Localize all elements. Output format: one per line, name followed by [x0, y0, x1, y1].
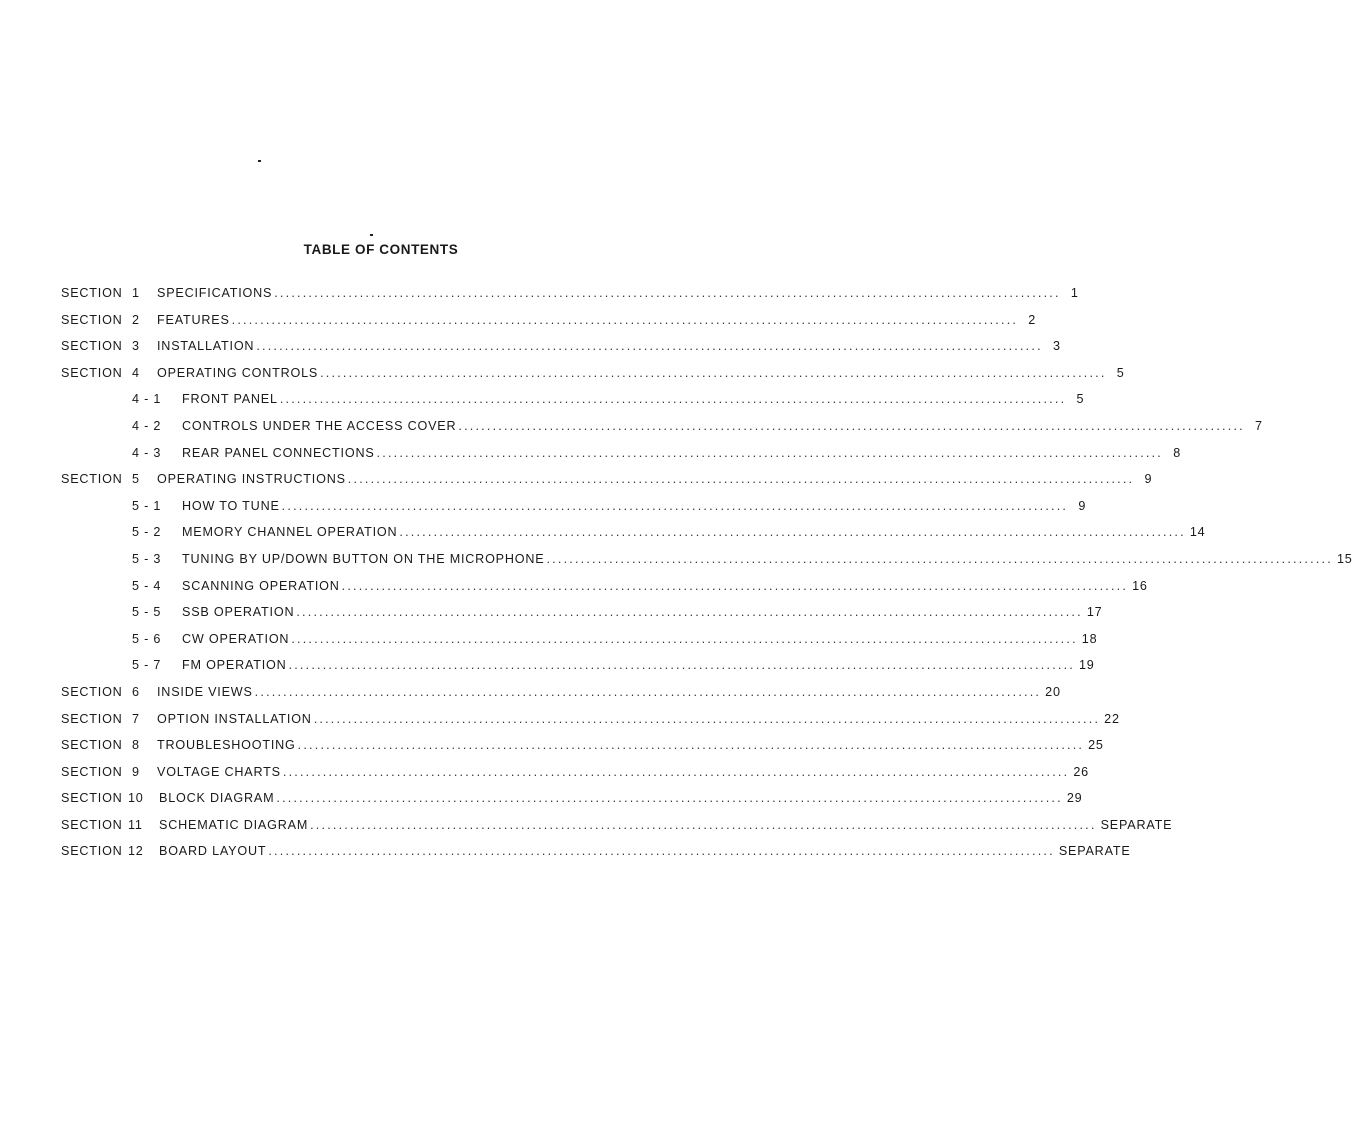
- section-number: 5: [132, 472, 140, 487]
- dot-leader: ..........................................................................................................................................: [274, 286, 1061, 300]
- toc-entry[interactable]: [0, 307, 1037, 334]
- toc-entry[interactable]: [0, 546, 1353, 573]
- dot-leader: ..........................................................................................................................................: [231, 312, 1019, 327]
- dot-leader: ..........................................................................................................................................: [376, 445, 1164, 460]
- subsection-number: 4 - 2: [132, 418, 162, 433]
- entry-label: SCANNING OPERATION: [182, 578, 340, 593]
- entry-label: BOARD LAYOUT: [159, 844, 267, 859]
- dot-leader: ..........................................................................................................................................: [296, 605, 1083, 620]
- entry-label: TROUBLESHOOTING: [157, 738, 296, 753]
- entry-label: FEATURES: [157, 312, 230, 327]
- dot-leader: ..........................................................................................................................................: [320, 365, 1107, 380]
- toc-entry[interactable]: [0, 785, 1083, 812]
- toc-title: TABLE OF CONTENTS: [303, 242, 459, 257]
- section-number: 10: [128, 791, 144, 806]
- toc-entry[interactable]: [0, 280, 1079, 307]
- section-word: SECTION: [61, 339, 123, 354]
- entry-label: HOW TO TUNE: [182, 498, 280, 513]
- page-number: 19: [1079, 658, 1095, 673]
- entry-label: FM OPERATION: [182, 658, 287, 673]
- page-number: 15: [1336, 551, 1353, 566]
- dot-leader: ..........................................................................................................................................: [313, 711, 1101, 726]
- toc-entry[interactable]: [0, 838, 1131, 865]
- section-word: SECTION: [61, 365, 123, 380]
- entry-label: MEMORY CHANNEL OPERATION: [182, 525, 398, 540]
- toc-entry[interactable]: [0, 732, 1104, 759]
- entry-label: TUNING BY UP/DOWN BUTTON ON THE MICROPHONE: [182, 551, 545, 566]
- page-number: 2: [1028, 312, 1037, 327]
- section-number: 2: [132, 312, 140, 327]
- page-number: 16: [1132, 578, 1148, 593]
- subsection-number: 5 - 7: [132, 658, 162, 673]
- page-number: 9: [1078, 498, 1087, 513]
- dot-leader: ..........................................................................................................................................: [399, 525, 1186, 540]
- page-number: 29: [1066, 791, 1083, 806]
- page-number: 1: [1070, 286, 1079, 300]
- section-number: 4: [132, 365, 140, 380]
- entry-label: SPECIFICATIONS: [157, 286, 273, 300]
- toc-entry[interactable]: [0, 626, 1098, 653]
- section-word: SECTION: [61, 711, 123, 726]
- toc-list: [0, 280, 1353, 865]
- entry-label: CONTROLS UNDER THE ACCESS COVER: [182, 418, 457, 433]
- section-number: 7: [132, 711, 140, 726]
- page-number: 22: [1104, 711, 1120, 726]
- section-number: 1: [132, 286, 140, 300]
- dot-leader: ..........................................................................................................................................: [281, 498, 1069, 513]
- page-number: 5: [1116, 365, 1125, 380]
- page-number: 17: [1086, 605, 1103, 620]
- toc-entry[interactable]: [0, 360, 1125, 387]
- section-number: 12: [128, 844, 144, 859]
- entry-label: INSIDE VIEWS: [157, 684, 253, 699]
- dot-leader: ..........................................................................................................................................: [288, 658, 1075, 673]
- toc-entry[interactable]: [0, 386, 1085, 413]
- dot-leader: ..........................................................................................................................................: [268, 844, 1055, 859]
- dot-leader: ..........................................................................................................................................: [458, 418, 1245, 433]
- dot-leader: ..........................................................................................................................................: [282, 764, 1070, 779]
- subsection-number: 5 - 3: [132, 551, 162, 566]
- dot-leader: ..........................................................................................................................................: [254, 684, 1042, 699]
- section-word: SECTION: [61, 738, 123, 753]
- section-word: SECTION: [61, 286, 123, 300]
- page-number: SEPARATE: [1058, 844, 1131, 859]
- entry-label: FRONT PANEL: [182, 392, 278, 407]
- section-word: SECTION: [61, 791, 123, 806]
- page-number: 5: [1076, 392, 1085, 407]
- entry-label: OPTION INSTALLATION: [157, 711, 312, 726]
- entry-label: BLOCK DIAGRAM: [159, 791, 275, 806]
- section-number: 6: [132, 684, 140, 699]
- page-number: 8: [1173, 445, 1182, 460]
- dot-leader: ..........................................................................................................................................: [276, 791, 1063, 806]
- subsection-number: 5 - 5: [132, 605, 162, 620]
- toc-entry[interactable]: [0, 493, 1087, 520]
- page-number: 25: [1088, 738, 1104, 753]
- toc-entry[interactable]: [0, 413, 1263, 440]
- entry-label: SCHEMATIC DIAGRAM: [159, 817, 309, 832]
- toc-entry[interactable]: [0, 333, 1061, 360]
- section-number: 9: [132, 764, 140, 779]
- section-word: SECTION: [61, 472, 123, 487]
- scan-mark: [370, 234, 373, 236]
- dot-leader: ..........................................................................................................................................: [546, 551, 1333, 566]
- dot-leader: ..........................................................................................................................................: [291, 631, 1078, 646]
- section-number: 3: [132, 339, 140, 354]
- section-word: SECTION: [61, 684, 123, 699]
- section-word: SECTION: [61, 312, 123, 327]
- toc-entry[interactable]: [0, 440, 1182, 467]
- page-number: 26: [1073, 764, 1089, 779]
- section-word: SECTION: [61, 764, 123, 779]
- section-number: 11: [128, 817, 143, 832]
- page-number: 7: [1255, 418, 1263, 433]
- page-number: 9: [1144, 472, 1153, 487]
- page-number: 3: [1052, 339, 1061, 354]
- entry-label: VOLTAGE CHARTS: [157, 764, 281, 779]
- dot-leader: ..........................................................................................................................................: [279, 392, 1067, 407]
- entry-label: REAR PANEL CONNECTIONS: [182, 445, 375, 460]
- toc-entry[interactable]: [0, 599, 1103, 626]
- page-number: 20: [1045, 684, 1061, 699]
- toc-entry[interactable]: [0, 519, 1206, 546]
- section-word: SECTION: [61, 817, 123, 832]
- toc-entry[interactable]: [0, 812, 1173, 839]
- entry-label: OPERATING CONTROLS: [157, 365, 319, 380]
- subsection-number: 5 - 6: [132, 631, 162, 646]
- subsection-number: 4 - 3: [132, 445, 162, 460]
- toc-entry[interactable]: [0, 706, 1120, 733]
- toc-entry[interactable]: [0, 466, 1153, 493]
- page-number: 14: [1189, 525, 1206, 540]
- toc-entry[interactable]: [0, 652, 1095, 679]
- entry-label: INSTALLATION: [157, 339, 255, 354]
- toc-entry[interactable]: [0, 759, 1089, 786]
- page-number: SEPARATE: [1100, 817, 1173, 832]
- section-word: SECTION: [61, 844, 123, 859]
- toc-entry[interactable]: [0, 573, 1148, 600]
- subsection-number: 4 - 1: [132, 392, 162, 407]
- section-number: 8: [132, 738, 140, 753]
- dot-leader: ..........................................................................................................................................: [341, 578, 1129, 593]
- subsection-number: 5 - 4: [132, 578, 162, 593]
- entry-label: SSB OPERATION: [182, 605, 295, 620]
- entry-label: CW OPERATION: [182, 631, 290, 646]
- scan-mark: [258, 160, 261, 162]
- page-number: 18: [1081, 631, 1098, 646]
- dot-leader: ..........................................................................................................................................: [256, 339, 1043, 354]
- entry-label: OPERATING INSTRUCTIONS: [157, 472, 346, 487]
- dot-leader: ..........................................................................................................................................: [297, 738, 1085, 753]
- subsection-number: 5 - 2: [132, 525, 162, 540]
- dot-leader: ..........................................................................................................................................: [310, 817, 1097, 832]
- toc-entry[interactable]: [0, 679, 1061, 706]
- subsection-number: 5 - 1: [132, 498, 162, 513]
- dot-leader: ..........................................................................................................................................: [347, 472, 1135, 487]
